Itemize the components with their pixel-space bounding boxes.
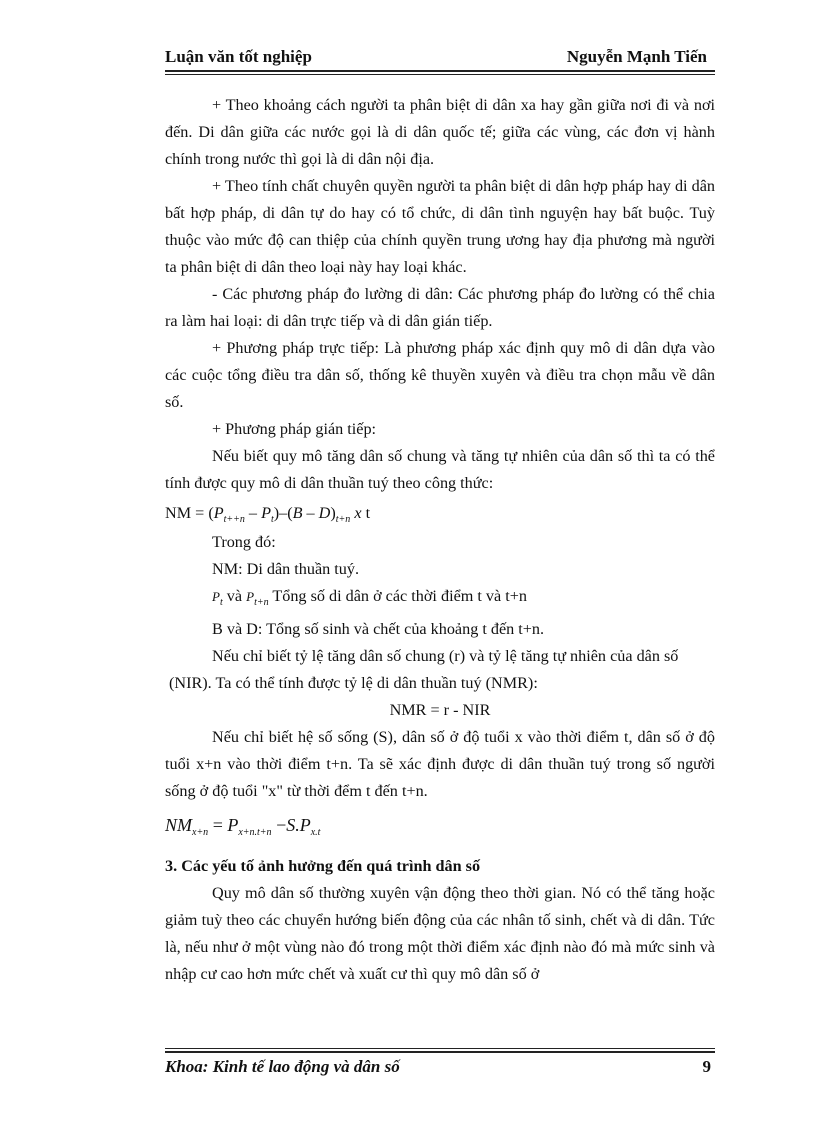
formula-nmr: NMR = r - NIR: [389, 701, 491, 719]
header-rule-thin: [165, 74, 715, 75]
paragraph: Nếu biết quy mô tăng dân số chung và tăng tự nhiên của dân số thì ta có thể tính được quy mô di dân thuần tuý theo công thức:: [165, 447, 715, 492]
page-header: [165, 44, 715, 70]
paragraph-variables: $P_t$ và $P_{t+n}$ Tổng số di dân ở các thời điểm t và t+n: [212, 587, 527, 608]
paragraph: - Các phương pháp đo lường di dân: Các phương pháp đo lường có thể chia ra làm hai loại: di dân trực tiếp và di dân gián tiếp.: [165, 285, 715, 330]
paragraph: Quy mô dân số thường xuyên vận động theo thời gian. Nó có thể tăng hoặc giảm tuỳ theo các chuyển hướng biến động của các nhân tố sinh, chết và di dân. Tức là, nếu như ở một vùng nào đó trong một thời điểm xác định nào đó mà mức sinh và nhập cư cao hơn mức chết và xuất cư thì quy mô dân số ở: [165, 884, 715, 983]
page-footer: [165, 1057, 715, 1083]
paragraph: NM: Di dân thuần tuý.: [212, 560, 360, 578]
page-number: 9: [702, 1057, 711, 1076]
header-author: Nguyễn Mạnh Tiến: [566, 47, 707, 66]
paragraph: Nếu chỉ biết hệ số sống (S), dân số ở độ tuổi x vào thời điểm t, dân số ở độ tuổi x+n vào thời điểm t+n. Ta sẽ xác định được di dân thuần tuý trong số người sống ở độ tuổi "x" từ thời đểm t đến t+n.: [165, 728, 715, 800]
paragraph: + Theo khoảng cách người ta phân biệt di dân xa hay gần giữa nơi đi và nơi đến. Di dân giữa các nước gọi là di dân quốc tế; giữa các vùng, các đơn vị hành chính trong nước thì gọi là di dân nội địa.: [165, 96, 715, 168]
header-thesis-title: Luận văn tốt nghiệp: [165, 47, 312, 66]
paragraph: + Phương pháp trực tiếp: Là phương pháp xác định quy mô di dân dựa vào các cuộc tổng điều tra dân số, thống kê thuyền xuyên và điều tra chọn mẫu về dân số.: [165, 339, 715, 411]
footer-faculty: Khoa: Kinh tế lao động và dân số: [165, 1057, 400, 1076]
paragraph: B và D: Tổng số sinh và chết của khoảng t đến t+n.: [212, 620, 545, 638]
page-body: [165, 92, 715, 988]
paragraph: Nếu chỉ biết tỷ lệ tăng dân số chung (r) và tỷ lệ tăng tự nhiên của dân số: [212, 647, 679, 665]
paragraph: (NIR). Ta có thể tính được tỷ lệ di dân thuần tuý (NMR):: [169, 674, 538, 692]
footer-rule: [165, 1051, 715, 1053]
paragraph: + Theo tính chất chuyên quyền người ta phân biệt di dân hợp pháp hay di dân bất hợp pháp, di dân tự do hay có tổ chức, di dân tình nguyện hay bất buộc. Tuỳ thuộc vào mức độ can thiệp của chính quyền trung ương hay địa phương mà người ta phân biệt di dân theo loại này hay loại khác.: [165, 177, 715, 276]
paragraph: Trong đó:: [212, 533, 276, 551]
formula-survival: $NM_{x+n} = P_{x+n.t+n} -S.P_{x.t}$: [165, 815, 321, 838]
paragraph: + Phương pháp gián tiếp:: [212, 420, 377, 438]
footer-rule-thin: [165, 1048, 715, 1049]
section-heading: 3. Các yếu tố ảnh hưởng đến quá trình dân số: [165, 857, 481, 875]
header-rule: [165, 70, 715, 72]
formula-net-migration: NM = $(P_{t++n} - P_t)-(B - D)_{t+n}$ x t: [165, 504, 371, 525]
